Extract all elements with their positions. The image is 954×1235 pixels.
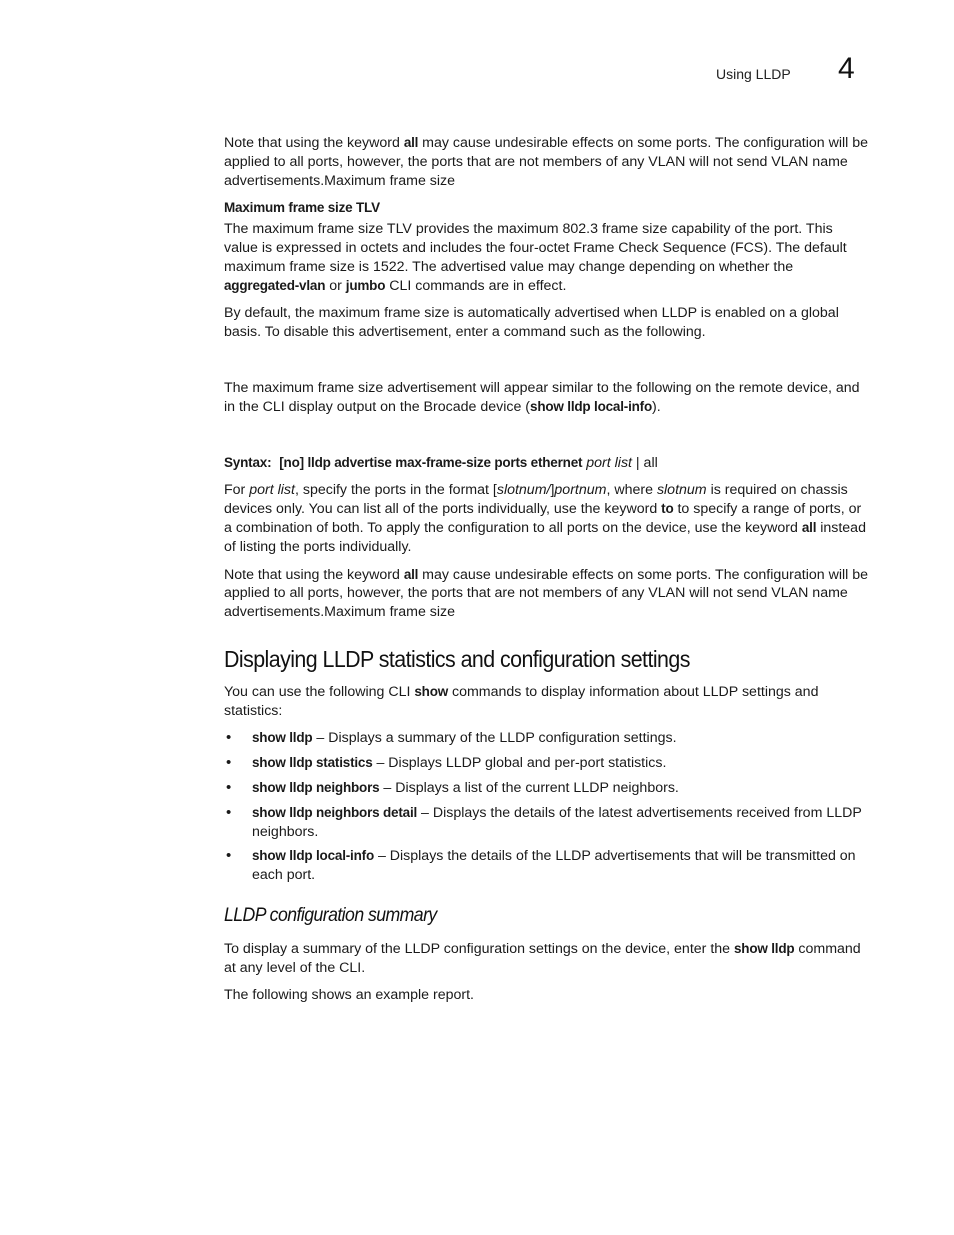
list-item: • show lldp statistics – Displays LLDP global and per-port statistics. — [226, 754, 667, 772]
running-header-title: Using LLDP — [716, 66, 791, 82]
keyword: all — [801, 519, 817, 535]
syntax-line: Syntax: [no] lldp advertise max-frame-size ports ethernet port list | all — [224, 454, 658, 471]
note-paragraph: Note that using the keyword all may cause undesirable effects on some ports. The configuration will be applied to all ports, however, the ports that are not members of any VLAN will not send VLAN name advertisements.Maximum frame size — [224, 566, 869, 621]
bullet-icon: • — [226, 803, 232, 821]
bullet-icon: • — [226, 754, 232, 772]
page-body — [224, 134, 870, 1014]
list-item: • show lldp neighbors detail – Displays the details of the latest advertisements received from LLDP neighbors. — [226, 803, 862, 840]
bullet-icon: • — [226, 847, 232, 865]
command: show lldp — [252, 730, 313, 746]
bullet-icon: • — [226, 729, 232, 747]
keyword: show — [414, 683, 449, 699]
syntax-label: Syntax: — [224, 454, 272, 470]
list-item: • show lldp – Displays a summary of the LLDP configuration settings. — [226, 729, 677, 747]
example-paragraph: The following shows an example report. — [224, 987, 474, 1004]
command: show lldp local-info — [252, 848, 374, 864]
tlv-paragraph: The maximum frame size TLV provides the maximum 802.3 frame size capability of the port. This value is expressed in octets and includes the four-octet Frame Check Sequence (FCS). The default maximum frame size is 1522. The advertised value may change depending on whether the aggregated-vlan or jumbo CLI commands are in effect. — [224, 221, 847, 294]
section-intro: You can use the following CLI show commands to display information about LLDP settings and statistics: — [224, 683, 819, 719]
list-item: • show lldp neighbors – Displays a list of the current LLDP neighbors. — [226, 778, 679, 796]
keyword: show lldp local-info — [530, 398, 653, 414]
syntax-command: [no] lldp advertise max-frame-size ports ethernet — [279, 454, 583, 470]
command-list — [224, 729, 870, 885]
keyword: all — [403, 135, 419, 150]
keyword: show lldp — [734, 940, 795, 956]
command: show lldp neighbors detail — [252, 804, 418, 820]
summary-paragraph: To display a summary of the LLDP configuration settings on the device, enter the show lldp command at any level of the CLI. — [224, 940, 861, 976]
section-heading: Displaying LLDP statistics and configuration settings — [224, 645, 690, 672]
list-item: • show lldp local-info – Displays the details of the LLDP advertisements that will be transmitted on each port. — [226, 847, 856, 884]
note-paragraph: Note that using the keyword all may cause undesirable effects on some ports. The configuration will be applied to all ports, however, the ports that are not members of any VLAN will not send VLAN name advertisements.Maximum frame size — [224, 135, 869, 189]
command: show lldp neighbors — [252, 779, 380, 795]
command: show lldp statistics — [252, 755, 373, 771]
tlv-heading: Maximum frame size TLV — [224, 200, 380, 216]
keyword: all — [403, 566, 419, 582]
default-paragraph: By default, the maximum frame size is automatically advertised when LLDP is enabled on a global basis. To disable this advertisement, enter a command such as the following. — [224, 305, 839, 341]
keyword: aggregated-vlan — [224, 277, 326, 293]
portlist-paragraph: For port list, specify the ports in the format [slotnum/]portnum, where slotnum is required on chassis devices only. You can list all of the ports individually, use the keyword to to specify a range of ports, or a combination of both. To apply the configuration to all ports on the device, use the keyword all instead of listing the ports individually. — [224, 482, 866, 555]
keyword: to — [661, 501, 674, 517]
subsection-heading: LLDP configuration summary — [224, 904, 437, 926]
chapter-number: 4 — [838, 52, 855, 85]
advertisement-paragraph: The maximum frame size advertisement will appear similar to the following on the remote device, and in the CLI display output on the Brocade device (show lldp local-info). — [224, 379, 860, 415]
keyword: jumbo — [345, 277, 386, 293]
bullet-icon: • — [226, 778, 232, 796]
syntax-argument: port list — [586, 454, 632, 471]
